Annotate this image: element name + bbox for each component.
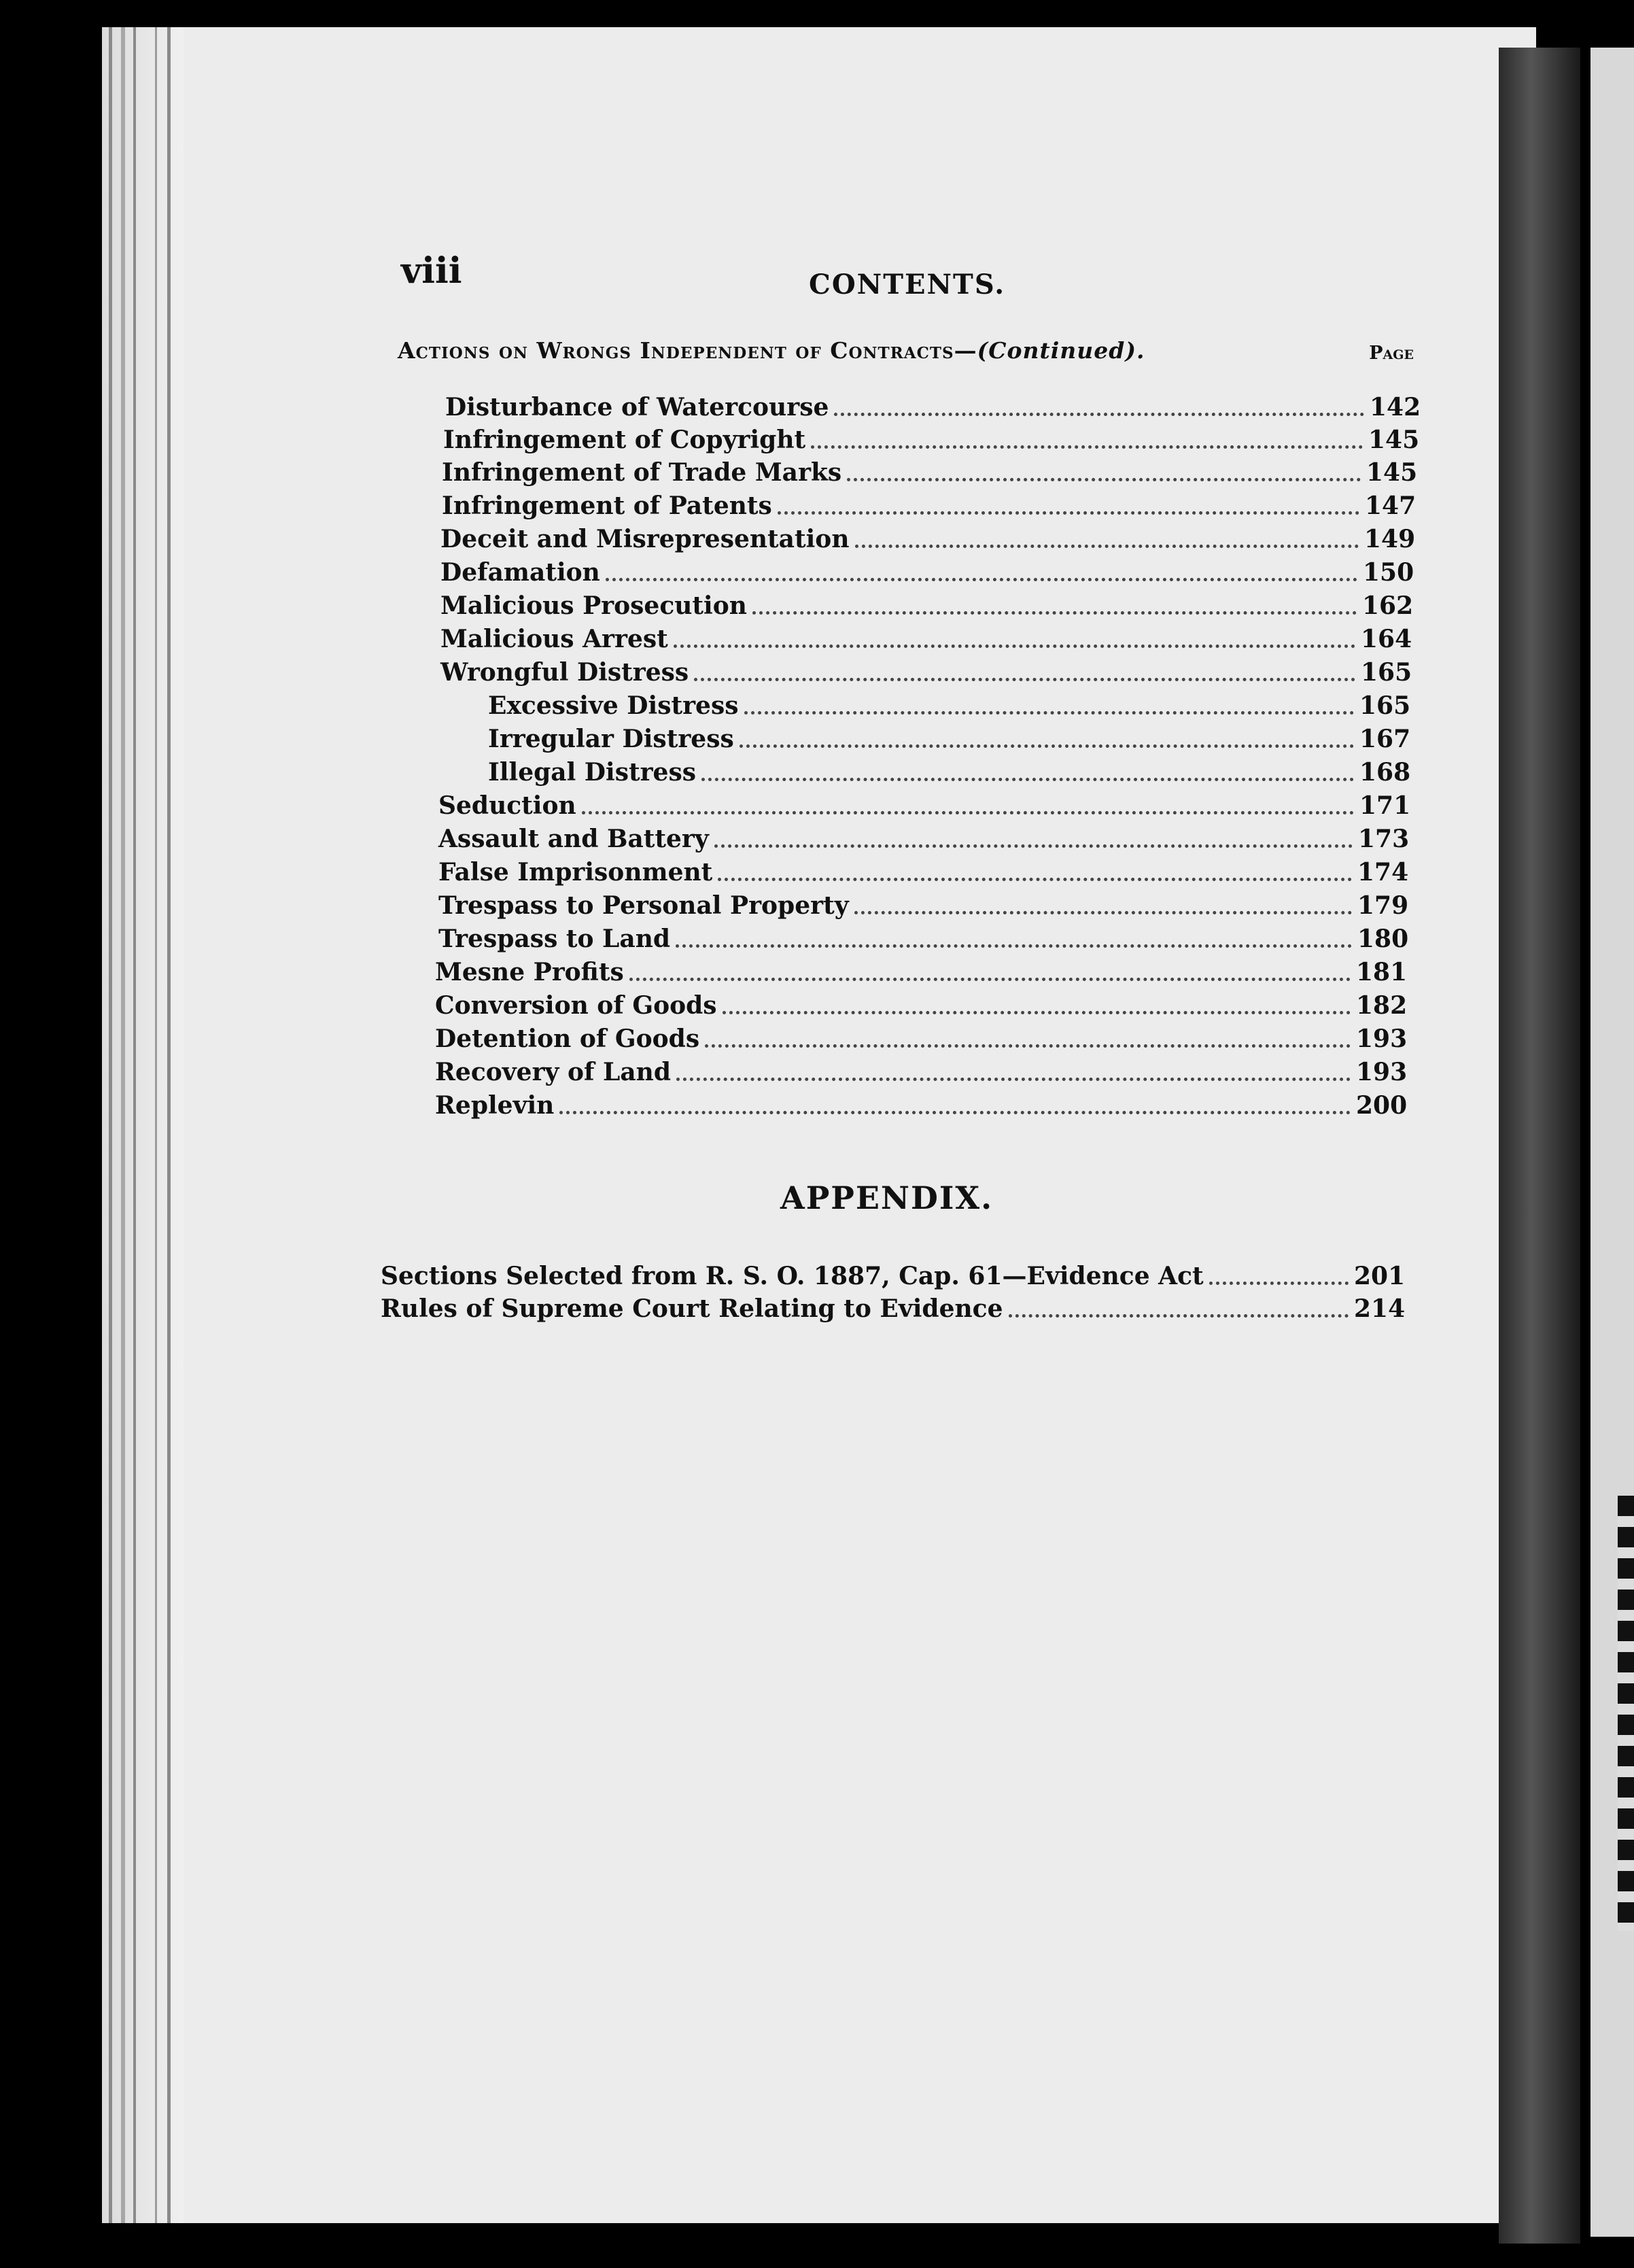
dot-leader [676, 944, 1352, 948]
dot-leader [1209, 1282, 1349, 1285]
toc-entry-title: Recovery of Land [435, 1058, 672, 1086]
toc-entry-title: Assault and Battery [438, 825, 709, 853]
dot-leader [847, 478, 1361, 481]
toc-entry-title: Wrongful Distress [440, 658, 689, 687]
toc-entry-title: Sections Selected from R. S. O. 1887, Cap. 61—Evidence Act [381, 1262, 1204, 1290]
section-heading-row [398, 333, 1414, 371]
dot-leader [834, 413, 1364, 416]
dot-leader [744, 711, 1355, 715]
dot-leader [723, 1011, 1351, 1014]
gutter-line [121, 27, 125, 2223]
toc-entry-page: 145 [1368, 426, 1420, 454]
next-page-text-fragment [1618, 1496, 1634, 1931]
dot-leader [701, 778, 1354, 781]
toc-entry-title: Mesne Profits [435, 958, 624, 986]
toc-entry [435, 954, 1408, 986]
toc-entry-page: 162 [1362, 591, 1414, 620]
toc-entry [440, 521, 1416, 553]
toc-entry-page: 167 [1359, 725, 1411, 753]
toc-entry [440, 621, 1412, 653]
dot-leader [752, 611, 1357, 615]
page-column-label: Page [1369, 343, 1414, 364]
toc-entry [445, 389, 1421, 422]
dot-leader [582, 811, 1354, 814]
dot-leader [629, 978, 1351, 981]
gutter-line [167, 27, 171, 2223]
dot-leader [606, 578, 1357, 581]
toc-entry [435, 987, 1408, 1020]
gutter-line [109, 27, 112, 2223]
toc-entry [435, 1087, 1408, 1120]
toc-entry-page: 165 [1361, 658, 1412, 687]
toc-entry-page: 150 [1363, 558, 1414, 587]
toc-entry-page: 214 [1354, 1294, 1406, 1323]
toc-entry-page: 165 [1359, 691, 1411, 720]
toc-entry-page: 200 [1356, 1091, 1408, 1120]
toc-entry-title: Irregular Distress [488, 725, 734, 753]
toc-entry-page: 145 [1366, 458, 1418, 487]
dot-leader [740, 744, 1354, 748]
toc-entry-page: 168 [1359, 758, 1411, 787]
toc-entry-title: False Imprisonment [438, 858, 713, 887]
toc-entry [435, 1054, 1408, 1086]
toc-entry-title: Deceit and Misrepresentation [440, 525, 850, 553]
toc-entry [381, 1290, 1406, 1323]
toc-entry-page: 179 [1357, 891, 1409, 920]
toc-entry-title: Excessive Distress [488, 691, 739, 720]
dot-leader [811, 445, 1363, 449]
toc-entry [488, 687, 1411, 720]
dot-leader [559, 1111, 1351, 1114]
toc-entry-page: 181 [1356, 958, 1408, 986]
toc-entry [440, 554, 1414, 587]
toc-entry [442, 487, 1416, 520]
binding-shadow [1499, 48, 1580, 2244]
toc-entry [438, 787, 1411, 820]
toc-entry [438, 887, 1409, 920]
toc-entry-title: Malicious Prosecution [440, 591, 747, 620]
toc-entry-page: 142 [1370, 393, 1421, 422]
toc-entry-page: 182 [1356, 991, 1408, 1020]
dot-leader [718, 878, 1352, 881]
toc-entry-page: 164 [1361, 625, 1412, 653]
toc-entry [488, 754, 1411, 787]
toc-entry-page: 147 [1365, 492, 1416, 520]
toc-entry-title: Conversion of Goods [435, 991, 717, 1020]
toc-entry-page: 193 [1356, 1058, 1408, 1086]
toc-entry-title: Trespass to Personal Property [438, 891, 849, 920]
toc-entry [440, 654, 1412, 687]
page-edge [102, 27, 184, 2223]
toc-entry [438, 921, 1409, 953]
dot-leader [778, 511, 1359, 515]
gutter-line [155, 27, 157, 2223]
dot-leader [854, 911, 1352, 914]
toc-entry [438, 821, 1410, 853]
toc-entry [381, 1258, 1406, 1290]
gutter-line [133, 27, 136, 2223]
toc-entry [442, 454, 1418, 487]
appendix-title: APPENDIX. [780, 1180, 994, 1216]
toc-entry-title: Infringement of Trade Marks [442, 458, 842, 487]
page-number: viii [401, 250, 462, 292]
dot-leader [674, 645, 1355, 648]
toc-entry-title: Rules of Supreme Court Relating to Evidence [381, 1294, 1003, 1323]
toc-entry-page: 180 [1357, 925, 1409, 953]
toc-entry-title: Seduction [438, 791, 576, 820]
toc-entry-page: 149 [1364, 525, 1416, 553]
toc-entry [435, 1020, 1408, 1053]
dot-leader [705, 1044, 1351, 1048]
toc-entry [443, 422, 1420, 454]
dot-leader [714, 844, 1353, 848]
toc-entry-page: 173 [1358, 825, 1410, 853]
toc-entry-title: Defamation [440, 558, 600, 587]
toc-entry-title: Malicious Arrest [440, 625, 668, 653]
dot-leader [1009, 1314, 1349, 1318]
toc-entry-title: Replevin [435, 1091, 555, 1120]
dot-leader [855, 545, 1359, 548]
section-heading: Actions on Wrongs Independent of Contracts—(Continued). [398, 337, 1145, 364]
toc-entry-page: 201 [1354, 1262, 1406, 1290]
dot-leader [694, 678, 1355, 681]
toc-entry [438, 854, 1409, 887]
toc-entry-title: Infringement of Copyright [443, 426, 806, 454]
dot-leader [676, 1078, 1351, 1081]
page-title: CONTENTS. [809, 269, 1006, 300]
toc-entry [440, 587, 1414, 620]
toc-entry-page: 171 [1359, 791, 1411, 820]
toc-entry-page: 193 [1356, 1025, 1408, 1053]
toc-entry-title: Disturbance of Watercourse [445, 393, 829, 422]
toc-entry-title: Illegal Distress [488, 758, 696, 787]
toc-entry [488, 721, 1411, 753]
toc-entry-page: 174 [1357, 858, 1409, 887]
toc-entry-title: Detention of Goods [435, 1025, 700, 1053]
toc-entry-title: Infringement of Patents [442, 492, 772, 520]
toc-entry-title: Trespass to Land [438, 925, 671, 953]
